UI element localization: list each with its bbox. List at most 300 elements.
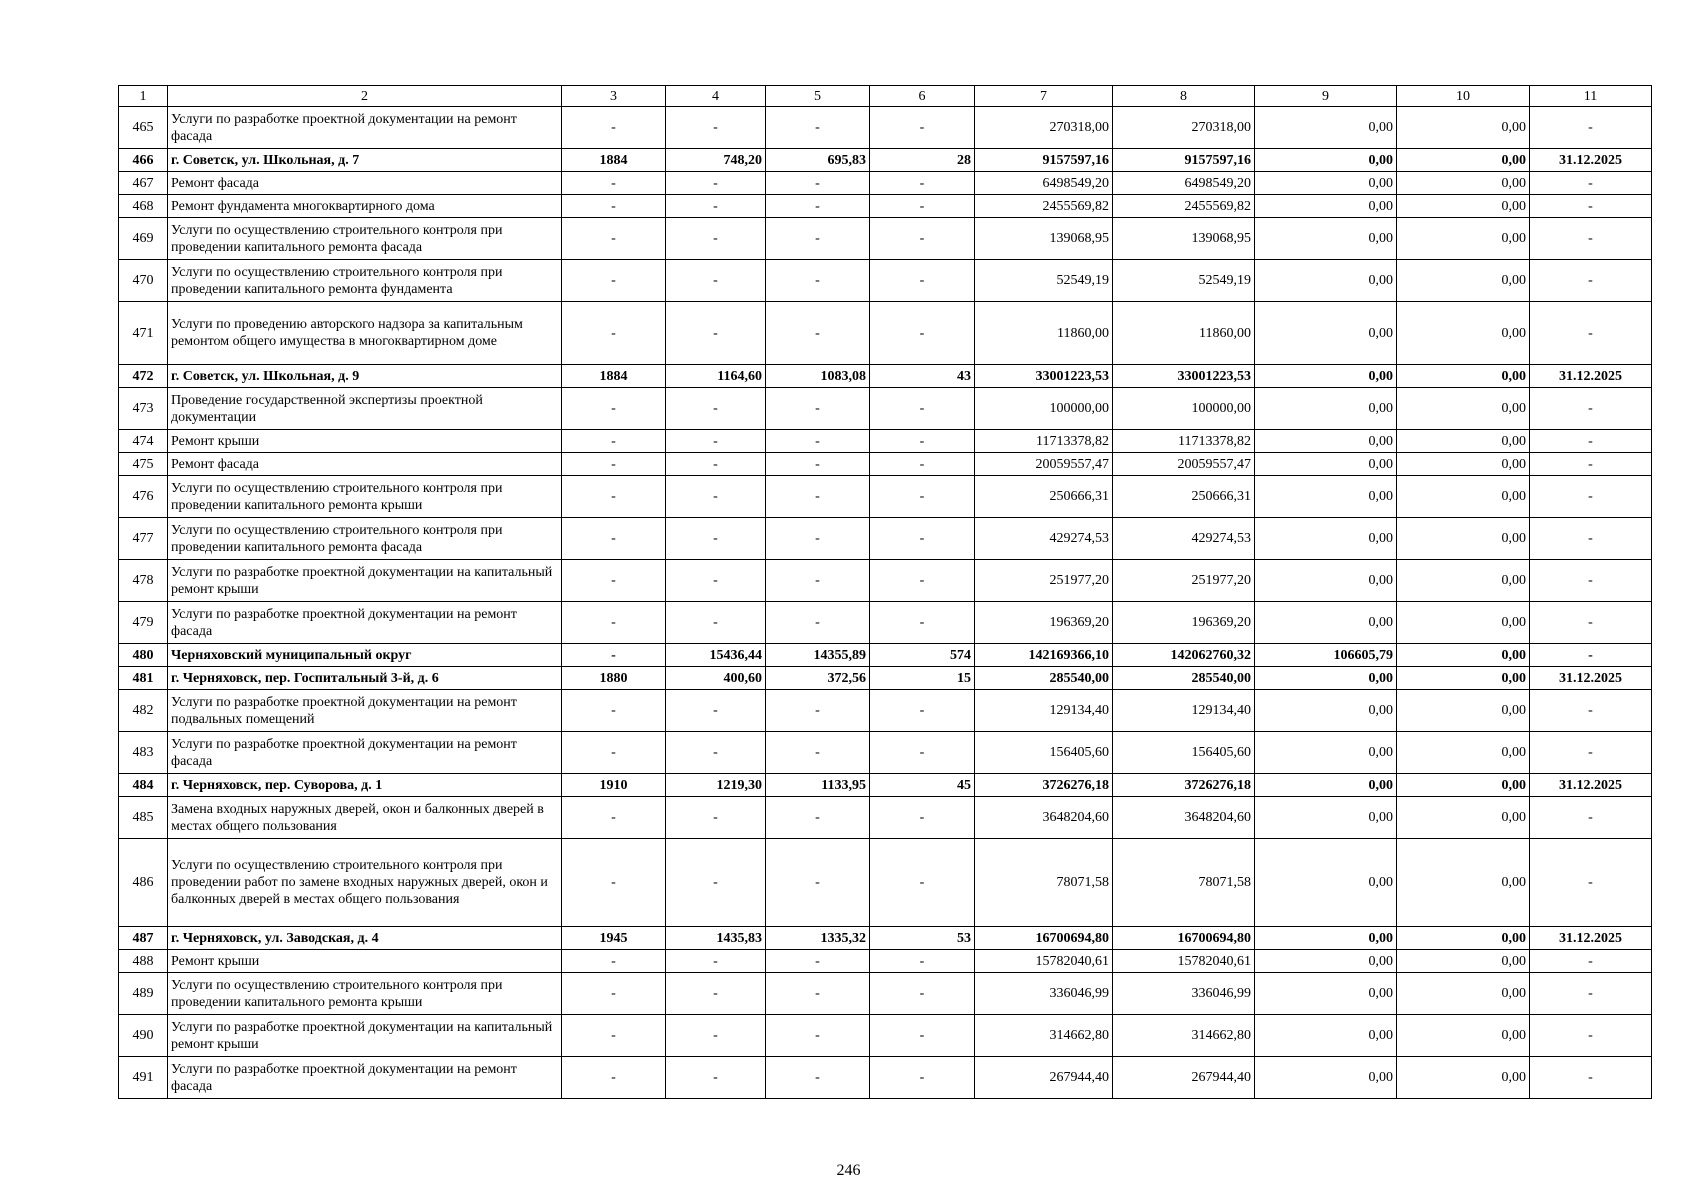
residents-cell: -: [870, 602, 975, 644]
year-built-cell: -: [562, 839, 666, 927]
completion-date-cell: 31.12.2025: [1530, 667, 1652, 690]
other-cost-cell: 0,00: [1397, 476, 1530, 518]
year-built-cell: -: [562, 602, 666, 644]
year-built-cell: -: [562, 195, 666, 218]
other-cost-cell: 0,00: [1397, 973, 1530, 1015]
residents-cell: -: [870, 1057, 975, 1099]
living-area-cell: -: [766, 560, 870, 602]
other-cost-cell: 0,00: [1397, 149, 1530, 172]
row-index-cell: 483: [119, 732, 168, 774]
item-name-cell: Услуги по разработке проектной документации на ремонт фасада: [168, 107, 562, 149]
living-area-cell: -: [766, 476, 870, 518]
living-area-cell: 14355,89: [766, 644, 870, 667]
completion-date-cell: -: [1530, 560, 1652, 602]
total-area-cell: 748,20: [666, 149, 766, 172]
table-row: [119, 388, 1652, 430]
owners-cost-cell: 0,00: [1255, 1015, 1397, 1057]
row-index-cell: 477: [119, 518, 168, 560]
regional-fund-cost-cell: 20059557,47: [1113, 453, 1255, 476]
total-area-cell: -: [666, 560, 766, 602]
year-built-cell: -: [562, 797, 666, 839]
residents-cell: 28: [870, 149, 975, 172]
row-index-cell: 491: [119, 1057, 168, 1099]
year-built-cell: 1884: [562, 149, 666, 172]
year-built-cell: -: [562, 388, 666, 430]
year-built-cell: -: [562, 453, 666, 476]
total-area-cell: -: [666, 302, 766, 365]
owners-cost-cell: 0,00: [1255, 172, 1397, 195]
other-cost-cell: 0,00: [1397, 797, 1530, 839]
completion-date-cell: -: [1530, 172, 1652, 195]
total-area-cell: 400,60: [666, 667, 766, 690]
item-name-cell: Услуги по разработке проектной документации на ремонт фасада: [168, 1057, 562, 1099]
total-cost-cell: 3726276,18: [975, 774, 1113, 797]
owners-cost-cell: 0,00: [1255, 260, 1397, 302]
row-index-cell: 474: [119, 430, 168, 453]
item-name-cell: Черняховский муниципальный округ: [168, 644, 562, 667]
year-built-cell: -: [562, 950, 666, 973]
completion-date-cell: -: [1530, 218, 1652, 260]
completion-date-cell: -: [1530, 302, 1652, 365]
total-area-cell: -: [666, 797, 766, 839]
regional-fund-cost-cell: 2455569,82: [1113, 195, 1255, 218]
residents-cell: -: [870, 195, 975, 218]
regional-fund-cost-cell: 314662,80: [1113, 1015, 1255, 1057]
living-area-cell: -: [766, 518, 870, 560]
regional-fund-cost-cell: 11713378,82: [1113, 430, 1255, 453]
column-number: 8: [1113, 86, 1255, 107]
living-area-cell: -: [766, 839, 870, 927]
total-cost-cell: 429274,53: [975, 518, 1113, 560]
regional-fund-cost-cell: 78071,58: [1113, 839, 1255, 927]
item-name-cell: г. Советск, ул. Школьная, д. 9: [168, 365, 562, 388]
residents-cell: 53: [870, 927, 975, 950]
total-cost-cell: 15782040,61: [975, 950, 1113, 973]
living-area-cell: -: [766, 453, 870, 476]
completion-date-cell: -: [1530, 1015, 1652, 1057]
regional-fund-cost-cell: 15782040,61: [1113, 950, 1255, 973]
table-row: [119, 839, 1652, 927]
completion-date-cell: -: [1530, 430, 1652, 453]
completion-date-cell: -: [1530, 107, 1652, 149]
other-cost-cell: 0,00: [1397, 365, 1530, 388]
row-index-cell: 486: [119, 839, 168, 927]
total-cost-cell: 267944,40: [975, 1057, 1113, 1099]
column-number-row: [119, 86, 1652, 107]
total-cost-cell: 20059557,47: [975, 453, 1113, 476]
year-built-cell: -: [562, 560, 666, 602]
residents-cell: -: [870, 732, 975, 774]
table-row: [119, 107, 1652, 149]
completion-date-cell: -: [1530, 476, 1652, 518]
item-name-cell: Услуги по разработке проектной документации на ремонт фасада: [168, 602, 562, 644]
residents-cell: -: [870, 973, 975, 1015]
capital-repair-table: [118, 85, 1652, 1099]
residents-cell: -: [870, 172, 975, 195]
row-index-cell: 467: [119, 172, 168, 195]
other-cost-cell: 0,00: [1397, 1015, 1530, 1057]
regional-fund-cost-cell: 196369,20: [1113, 602, 1255, 644]
year-built-cell: -: [562, 476, 666, 518]
item-name-cell: Замена входных наружных дверей, окон и балконных дверей в местах общего пользования: [168, 797, 562, 839]
regional-fund-cost-cell: 250666,31: [1113, 476, 1255, 518]
completion-date-cell: -: [1530, 690, 1652, 732]
living-area-cell: 1335,32: [766, 927, 870, 950]
owners-cost-cell: 0,00: [1255, 518, 1397, 560]
item-name-cell: Услуги по разработке проектной документации на капитальный ремонт крыши: [168, 560, 562, 602]
column-number: 5: [766, 86, 870, 107]
row-index-cell: 479: [119, 602, 168, 644]
total-area-cell: -: [666, 218, 766, 260]
table-body: [119, 86, 1652, 1099]
completion-date-cell: -: [1530, 195, 1652, 218]
residents-cell: -: [870, 518, 975, 560]
column-number: 4: [666, 86, 766, 107]
year-built-cell: -: [562, 732, 666, 774]
year-built-cell: 1884: [562, 365, 666, 388]
completion-date-cell: -: [1530, 388, 1652, 430]
row-index-cell: 475: [119, 453, 168, 476]
row-index-cell: 482: [119, 690, 168, 732]
total-area-cell: -: [666, 732, 766, 774]
item-name-cell: Услуги по разработке проектной документации на ремонт фасада: [168, 732, 562, 774]
completion-date-cell: -: [1530, 839, 1652, 927]
living-area-cell: -: [766, 388, 870, 430]
regional-fund-cost-cell: 336046,99: [1113, 973, 1255, 1015]
total-cost-cell: 270318,00: [975, 107, 1113, 149]
other-cost-cell: 0,00: [1397, 950, 1530, 973]
residents-cell: -: [870, 430, 975, 453]
item-name-cell: Услуги по осуществлению строительного контроля при проведении капитального ремонта крыши: [168, 973, 562, 1015]
other-cost-cell: 0,00: [1397, 667, 1530, 690]
row-index-cell: 488: [119, 950, 168, 973]
item-name-cell: Ремонт крыши: [168, 950, 562, 973]
completion-date-cell: -: [1530, 797, 1652, 839]
item-name-cell: Услуги по осуществлению строительного контроля при проведении капитального ремонта фасада: [168, 218, 562, 260]
row-index-cell: 471: [119, 302, 168, 365]
residents-cell: -: [870, 302, 975, 365]
owners-cost-cell: 0,00: [1255, 602, 1397, 644]
total-area-cell: -: [666, 1057, 766, 1099]
completion-date-cell: -: [1530, 973, 1652, 1015]
residents-cell: -: [870, 218, 975, 260]
total-area-cell: -: [666, 107, 766, 149]
other-cost-cell: 0,00: [1397, 172, 1530, 195]
row-index-cell: 470: [119, 260, 168, 302]
owners-cost-cell: 0,00: [1255, 195, 1397, 218]
regional-fund-cost-cell: 33001223,53: [1113, 365, 1255, 388]
other-cost-cell: 0,00: [1397, 927, 1530, 950]
completion-date-cell: -: [1530, 732, 1652, 774]
table-row: [119, 644, 1652, 667]
owners-cost-cell: 0,00: [1255, 430, 1397, 453]
residents-cell: -: [870, 453, 975, 476]
year-built-cell: -: [562, 260, 666, 302]
column-number: 1: [119, 86, 168, 107]
year-built-cell: -: [562, 430, 666, 453]
item-name-cell: Услуги по осуществлению строительного контроля при проведении капитального ремонта крыши: [168, 476, 562, 518]
item-name-cell: Ремонт фасада: [168, 453, 562, 476]
owners-cost-cell: 0,00: [1255, 365, 1397, 388]
other-cost-cell: 0,00: [1397, 195, 1530, 218]
total-cost-cell: 314662,80: [975, 1015, 1113, 1057]
total-cost-cell: 2455569,82: [975, 195, 1113, 218]
column-number: 9: [1255, 86, 1397, 107]
regional-fund-cost-cell: 267944,40: [1113, 1057, 1255, 1099]
owners-cost-cell: 0,00: [1255, 690, 1397, 732]
row-index-cell: 476: [119, 476, 168, 518]
year-built-cell: -: [562, 218, 666, 260]
total-area-cell: -: [666, 430, 766, 453]
year-built-cell: -: [562, 518, 666, 560]
total-cost-cell: 52549,19: [975, 260, 1113, 302]
total-cost-cell: 129134,40: [975, 690, 1113, 732]
living-area-cell: -: [766, 218, 870, 260]
residents-cell: -: [870, 1015, 975, 1057]
year-built-cell: 1880: [562, 667, 666, 690]
year-built-cell: -: [562, 690, 666, 732]
owners-cost-cell: 0,00: [1255, 667, 1397, 690]
owners-cost-cell: 0,00: [1255, 797, 1397, 839]
item-name-cell: Ремонт фасада: [168, 172, 562, 195]
owners-cost-cell: 0,00: [1255, 774, 1397, 797]
row-index-cell: 468: [119, 195, 168, 218]
item-name-cell: г. Черняховск, ул. Заводская, д. 4: [168, 927, 562, 950]
other-cost-cell: 0,00: [1397, 302, 1530, 365]
regional-fund-cost-cell: 16700694,80: [1113, 927, 1255, 950]
residents-cell: -: [870, 476, 975, 518]
living-area-cell: 372,56: [766, 667, 870, 690]
row-index-cell: 489: [119, 973, 168, 1015]
total-area-cell: -: [666, 1015, 766, 1057]
living-area-cell: -: [766, 973, 870, 1015]
residents-cell: -: [870, 107, 975, 149]
residents-cell: 15: [870, 667, 975, 690]
total-area-cell: -: [666, 518, 766, 560]
row-index-cell: 472: [119, 365, 168, 388]
owners-cost-cell: 0,00: [1255, 388, 1397, 430]
living-area-cell: -: [766, 430, 870, 453]
regional-fund-cost-cell: 52549,19: [1113, 260, 1255, 302]
row-index-cell: 487: [119, 927, 168, 950]
total-cost-cell: 6498549,20: [975, 172, 1113, 195]
other-cost-cell: 0,00: [1397, 218, 1530, 260]
table-row: [119, 195, 1652, 218]
total-area-cell: -: [666, 476, 766, 518]
living-area-cell: -: [766, 602, 870, 644]
total-area-cell: -: [666, 839, 766, 927]
residents-cell: -: [870, 560, 975, 602]
item-name-cell: Услуги по осуществлению строительного контроля при проведении капитального ремонта фундамента: [168, 260, 562, 302]
regional-fund-cost-cell: 9157597,16: [1113, 149, 1255, 172]
table-row: [119, 518, 1652, 560]
owners-cost-cell: 0,00: [1255, 1057, 1397, 1099]
other-cost-cell: 0,00: [1397, 644, 1530, 667]
residents-cell: -: [870, 260, 975, 302]
item-name-cell: Услуги по проведению авторского надзора за капитальным ремонтом общего имущества в многоквартирном доме: [168, 302, 562, 365]
residents-cell: 43: [870, 365, 975, 388]
column-number: 6: [870, 86, 975, 107]
other-cost-cell: 0,00: [1397, 518, 1530, 560]
column-number: 3: [562, 86, 666, 107]
regional-fund-cost-cell: 429274,53: [1113, 518, 1255, 560]
regional-fund-cost-cell: 3648204,60: [1113, 797, 1255, 839]
year-built-cell: 1945: [562, 927, 666, 950]
residents-cell: 574: [870, 644, 975, 667]
table-row: [119, 602, 1652, 644]
total-area-cell: -: [666, 260, 766, 302]
regional-fund-cost-cell: 270318,00: [1113, 107, 1255, 149]
completion-date-cell: -: [1530, 453, 1652, 476]
total-cost-cell: 3648204,60: [975, 797, 1113, 839]
living-area-cell: -: [766, 950, 870, 973]
table-row: [119, 365, 1652, 388]
table-row: [119, 453, 1652, 476]
item-name-cell: Услуги по осуществлению строительного контроля при проведении капитального ремонта фасада: [168, 518, 562, 560]
completion-date-cell: 31.12.2025: [1530, 927, 1652, 950]
regional-fund-cost-cell: 6498549,20: [1113, 172, 1255, 195]
regional-fund-cost-cell: 251977,20: [1113, 560, 1255, 602]
total-area-cell: -: [666, 602, 766, 644]
total-area-cell: 1435,83: [666, 927, 766, 950]
table-row: [119, 430, 1652, 453]
owners-cost-cell: 0,00: [1255, 732, 1397, 774]
table-row: [119, 927, 1652, 950]
row-index-cell: 465: [119, 107, 168, 149]
total-cost-cell: 285540,00: [975, 667, 1113, 690]
item-name-cell: Услуги по разработке проектной документации на капитальный ремонт крыши: [168, 1015, 562, 1057]
row-index-cell: 481: [119, 667, 168, 690]
item-name-cell: г. Советск, ул. Школьная, д. 7: [168, 149, 562, 172]
year-built-cell: -: [562, 1015, 666, 1057]
owners-cost-cell: 0,00: [1255, 149, 1397, 172]
residents-cell: 45: [870, 774, 975, 797]
owners-cost-cell: 106605,79: [1255, 644, 1397, 667]
year-built-cell: 1910: [562, 774, 666, 797]
completion-date-cell: 31.12.2025: [1530, 365, 1652, 388]
owners-cost-cell: 0,00: [1255, 453, 1397, 476]
other-cost-cell: 0,00: [1397, 602, 1530, 644]
row-index-cell: 469: [119, 218, 168, 260]
item-name-cell: г. Черняховск, пер. Госпитальный 3-й, д. 6: [168, 667, 562, 690]
total-area-cell: 1219,30: [666, 774, 766, 797]
owners-cost-cell: 0,00: [1255, 839, 1397, 927]
completion-date-cell: -: [1530, 518, 1652, 560]
table-row: [119, 560, 1652, 602]
table-row: [119, 149, 1652, 172]
other-cost-cell: 0,00: [1397, 839, 1530, 927]
living-area-cell: -: [766, 690, 870, 732]
table-row: [119, 797, 1652, 839]
residents-cell: -: [870, 950, 975, 973]
living-area-cell: 1133,95: [766, 774, 870, 797]
completion-date-cell: -: [1530, 950, 1652, 973]
total-cost-cell: 33001223,53: [975, 365, 1113, 388]
total-cost-cell: 156405,60: [975, 732, 1113, 774]
residents-cell: -: [870, 839, 975, 927]
regional-fund-cost-cell: 285540,00: [1113, 667, 1255, 690]
table-row: [119, 690, 1652, 732]
completion-date-cell: -: [1530, 260, 1652, 302]
row-index-cell: 484: [119, 774, 168, 797]
owners-cost-cell: 0,00: [1255, 950, 1397, 973]
owners-cost-cell: 0,00: [1255, 476, 1397, 518]
regional-fund-cost-cell: 129134,40: [1113, 690, 1255, 732]
owners-cost-cell: 0,00: [1255, 927, 1397, 950]
living-area-cell: -: [766, 260, 870, 302]
owners-cost-cell: 0,00: [1255, 218, 1397, 260]
other-cost-cell: 0,00: [1397, 453, 1530, 476]
completion-date-cell: 31.12.2025: [1530, 774, 1652, 797]
row-index-cell: 485: [119, 797, 168, 839]
total-cost-cell: 250666,31: [975, 476, 1113, 518]
living-area-cell: -: [766, 195, 870, 218]
column-number: 2: [168, 86, 562, 107]
total-area-cell: -: [666, 172, 766, 195]
column-number: 10: [1397, 86, 1530, 107]
table-row: [119, 172, 1652, 195]
total-cost-cell: 78071,58: [975, 839, 1113, 927]
completion-date-cell: -: [1530, 602, 1652, 644]
year-built-cell: -: [562, 644, 666, 667]
total-cost-cell: 336046,99: [975, 973, 1113, 1015]
total-cost-cell: 142169366,10: [975, 644, 1113, 667]
year-built-cell: -: [562, 1057, 666, 1099]
regional-fund-cost-cell: 142062760,32: [1113, 644, 1255, 667]
total-area-cell: 15436,44: [666, 644, 766, 667]
page-number: 246: [836, 1162, 861, 1179]
other-cost-cell: 0,00: [1397, 260, 1530, 302]
total-area-cell: -: [666, 950, 766, 973]
other-cost-cell: 0,00: [1397, 560, 1530, 602]
total-area-cell: -: [666, 690, 766, 732]
item-name-cell: Услуги по осуществлению строительного контроля при проведении работ по замене входных наружных дверей, окон и балконных дверей в местах общего пользования: [168, 839, 562, 927]
owners-cost-cell: 0,00: [1255, 560, 1397, 602]
year-built-cell: -: [562, 973, 666, 1015]
table-row: [119, 1015, 1652, 1057]
total-cost-cell: 11860,00: [975, 302, 1113, 365]
completion-date-cell: 31.12.2025: [1530, 149, 1652, 172]
item-name-cell: Ремонт фундамента многоквартирного дома: [168, 195, 562, 218]
table-row: [119, 476, 1652, 518]
item-name-cell: Услуги по разработке проектной документации на ремонт подвальных помещений: [168, 690, 562, 732]
other-cost-cell: 0,00: [1397, 1057, 1530, 1099]
living-area-cell: -: [766, 732, 870, 774]
owners-cost-cell: 0,00: [1255, 302, 1397, 365]
residents-cell: -: [870, 388, 975, 430]
total-cost-cell: 251977,20: [975, 560, 1113, 602]
row-index-cell: 473: [119, 388, 168, 430]
living-area-cell: -: [766, 107, 870, 149]
total-cost-cell: 16700694,80: [975, 927, 1113, 950]
other-cost-cell: 0,00: [1397, 690, 1530, 732]
table-row: [119, 218, 1652, 260]
living-area-cell: 1083,08: [766, 365, 870, 388]
column-number: 11: [1530, 86, 1652, 107]
residents-cell: -: [870, 690, 975, 732]
total-area-cell: -: [666, 973, 766, 1015]
table-row: [119, 667, 1652, 690]
item-name-cell: Ремонт крыши: [168, 430, 562, 453]
other-cost-cell: 0,00: [1397, 774, 1530, 797]
total-cost-cell: 196369,20: [975, 602, 1113, 644]
regional-fund-cost-cell: 11860,00: [1113, 302, 1255, 365]
total-cost-cell: 100000,00: [975, 388, 1113, 430]
table-row: [119, 1057, 1652, 1099]
table-row: [119, 774, 1652, 797]
table-row: [119, 732, 1652, 774]
total-area-cell: 1164,60: [666, 365, 766, 388]
